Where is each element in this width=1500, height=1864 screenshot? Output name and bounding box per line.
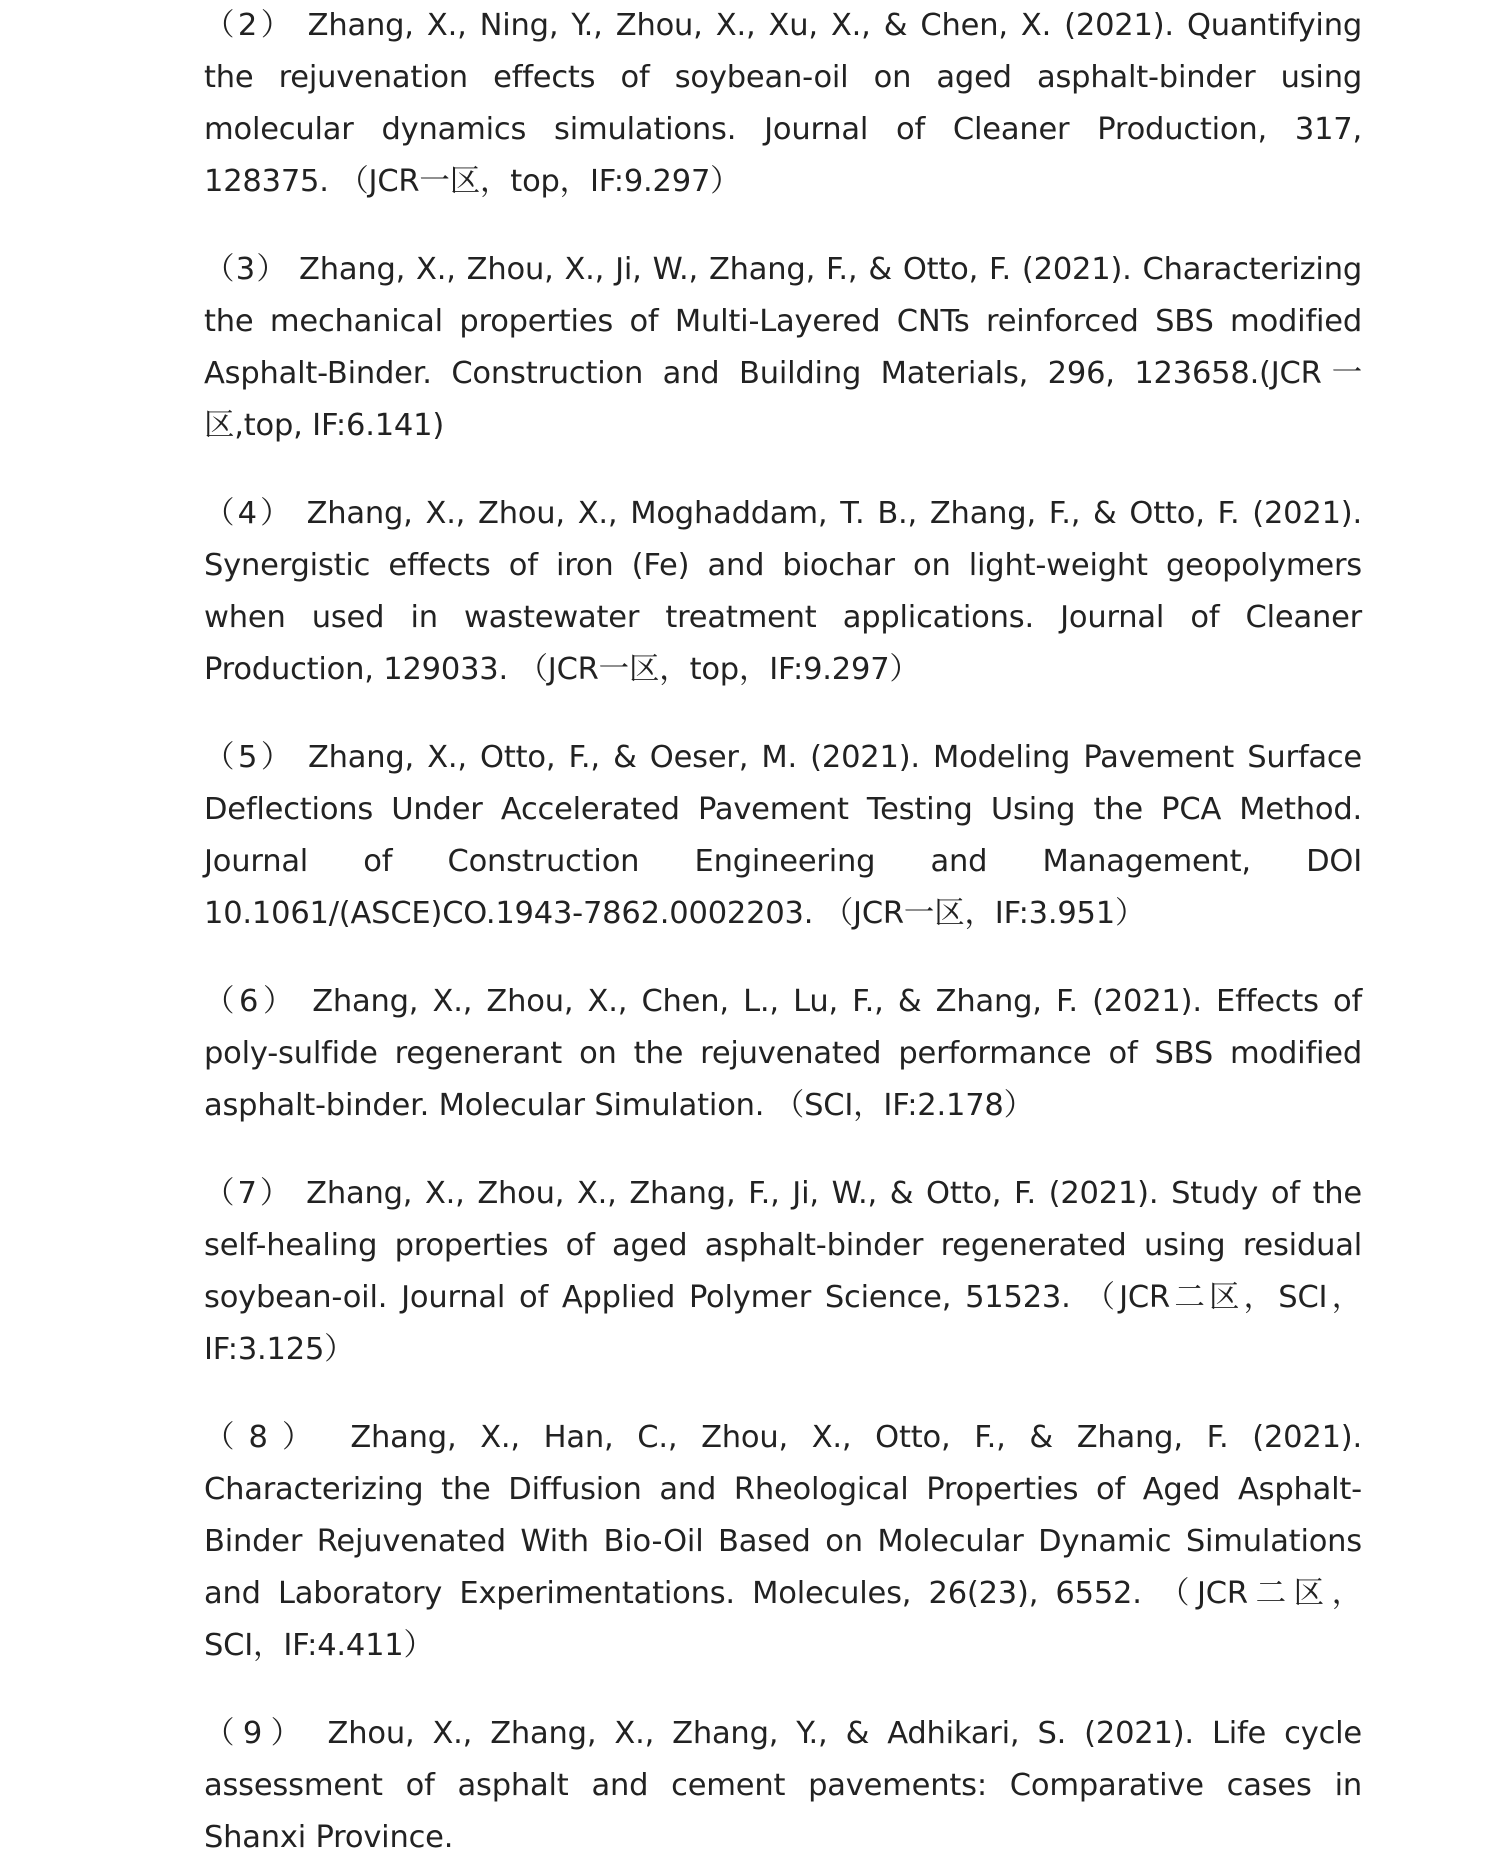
reference-list bbox=[204, 0, 1362, 1864]
reference-item-3: （3） Zhang, X., Zhou, X., Ji, W., Zhang, F., & Otto, F. (2021). Characterizing the mechanical properties of Multi-Layered CNTs reinforced SBS modified Asphalt-Binder. Construction and Building Materials, 296, 123658.(JCR一区,top, IF:6.141) bbox=[204, 252, 1362, 443]
reference-item-6: （6） Zhang, X., Zhou, X., Chen, L., Lu, F., & Zhang, F. (2021). Effects of poly-sulfide regenerant on the rejuvenated performance of SBS modified asphalt-binder. Molecular Simulation. （SCI，IF:2.178） bbox=[204, 984, 1362, 1123]
reference-item-8: （8） Zhang, X., Han, C., Zhou, X., Otto, F., & Zhang, F. (2021). Characterizing the Diffusion and Rheological Properties of Aged Asphalt-Binder Rejuvenated With Bio-Oil Based on Molecular Dynamic Simulations and Laboratory Experimentations. Molecules, 26(23), 6552. （JCR二区，SCI，IF:4.411） bbox=[204, 1420, 1362, 1663]
reference-item-9: （9） Zhou, X., Zhang, X., Zhang, Y., & Adhikari, S. (2021). Life cycle assessment of asphalt and cement pavements: Comparative cases in Shanxi Province. bbox=[204, 1716, 1362, 1855]
reference-item-5: （5） Zhang, X., Otto, F., & Oeser, M. (2021). Modeling Pavement Surface Deflections Under Accelerated Pavement Testing Using the PCA Method. Journal of Construction Engineering and Management, DOI 10.1061/(ASCE)CO.1943-7862.0002203. （JCR一区，IF:3.951） bbox=[204, 740, 1362, 931]
reference-item-7: （7） Zhang, X., Zhou, X., Zhang, F., Ji, W., & Otto, F. (2021). Study of the self-healing properties of aged asphalt-binder regenerated using residual soybean-oil. Journal of Applied Polymer Science, 51523. （JCR二区，SCI，IF:3.125） bbox=[204, 1176, 1362, 1367]
reference-item-2: （2） Zhang, X., Ning, Y., Zhou, X., Xu, X., & Chen, X. (2021). Quantifying the rejuvenation effects of soybean-oil on aged asphalt-binder using molecular dynamics simulations. Journal of Cleaner Production, 317, 128375. （JCR一区，top，IF:9.297） bbox=[204, 8, 1362, 199]
reference-item-4: （4） Zhang, X., Zhou, X., Moghaddam, T. B., Zhang, F., & Otto, F. (2021). Synergistic effects of iron (Fe) and biochar on light-weight geopolymers when used in wastewater treatment applications. Journal of Cleaner Production, 129033. （JCR一区，top，IF:9.297） bbox=[204, 496, 1362, 687]
